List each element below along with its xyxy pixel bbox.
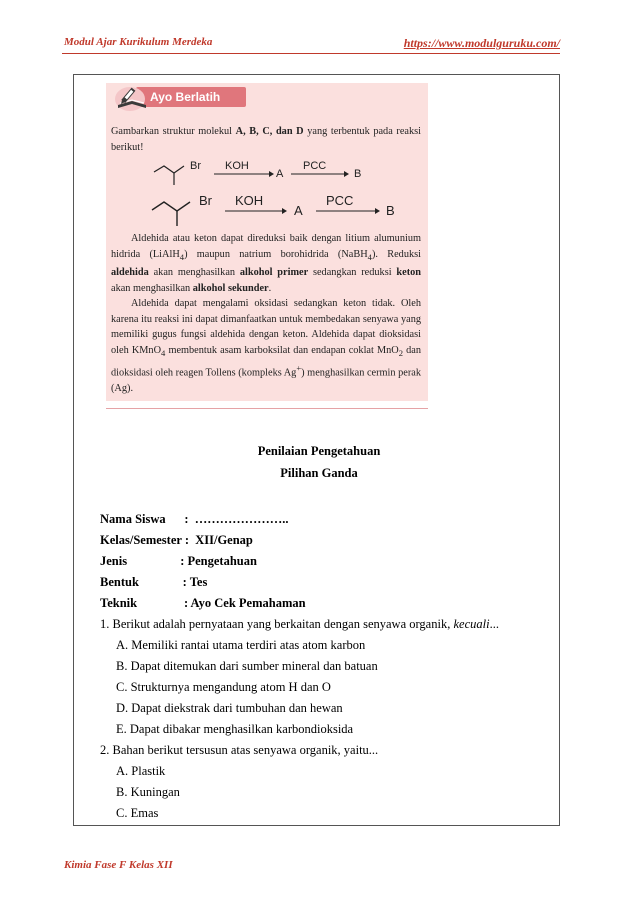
subscript: 4 bbox=[161, 347, 166, 358]
question-1-option-b: B. Dapat ditemukan dari sumber mineral dan batuan bbox=[116, 659, 378, 673]
question-text: 1. Berikut adalah pernyataan yang berkaitan dengan senyawa organik, bbox=[100, 617, 454, 631]
field-teknik: Teknik : Ayo Cek Pemahaman bbox=[100, 596, 306, 610]
field-kelas-semester: Kelas/Semester : XII/Genap bbox=[100, 533, 253, 547]
assessment-subtitle: Pilihan Ganda bbox=[280, 466, 358, 480]
question-1-option-c: C. Strukturnya mengandung atom H dan O bbox=[116, 680, 331, 694]
bold-term: keton bbox=[396, 267, 421, 279]
paragraph-oxidation bbox=[111, 296, 421, 397]
field-bentuk: Bentuk : Tes bbox=[100, 575, 208, 589]
para2-text: dan dioksidasi oleh reagen Tollens (kompleks Ag bbox=[111, 344, 421, 379]
question-2-option-c: C. Emas bbox=[116, 806, 159, 820]
bromo-alkane-structure-2 bbox=[150, 193, 202, 229]
arrow-icon bbox=[316, 207, 380, 215]
question-text: ... bbox=[489, 617, 499, 631]
field-jenis: Jenis : Pengetahuan bbox=[100, 554, 257, 568]
bold-term: alkohol primer bbox=[239, 267, 309, 279]
para2-text: Aldehida dapat mengalami oksidasi sedangkan keton tidak. Oleh karena itu reaksi ini dapat dimanfaatkan untuk membedakan senyawa yang memiliki gugus fungsi aldehida dengan keton. Aldehida dapat dioksidasi oleh KMnO bbox=[111, 298, 421, 356]
para1-text: Aldehida atau keton dapat direduksi baik dengan litium alumunium hidrida (LiAlH bbox=[111, 233, 421, 260]
footer-subject: Kimia Fase F Kelas XII bbox=[64, 859, 173, 871]
para1-text: . bbox=[268, 282, 272, 294]
subscript: 4 bbox=[367, 251, 372, 262]
bromo-alkane-structure-1 bbox=[152, 158, 192, 188]
exercise-instruction bbox=[111, 124, 421, 155]
ayo-berlatih-badge bbox=[112, 83, 246, 113]
reaction-1-br: Br bbox=[190, 160, 201, 172]
para2-text: ) menghasilkan cermin perak (Ag). bbox=[111, 367, 422, 395]
subscript: 2 bbox=[398, 347, 404, 358]
reaction-2-product-a: A bbox=[294, 203, 303, 218]
pencil-book-icon bbox=[112, 83, 152, 113]
instruction-part-2: yang terbentuk pada reaksi berikut! bbox=[111, 126, 421, 153]
bold-term: alkohol sekunder bbox=[192, 282, 269, 294]
badge-label: Ayo Berlatih bbox=[136, 87, 246, 107]
subscript: 4 bbox=[179, 251, 185, 262]
reaction-2-br: Br bbox=[199, 193, 212, 208]
question-2-option-a: A. Plastik bbox=[116, 764, 166, 778]
header-divider bbox=[62, 53, 560, 54]
para1-text: ) maupun natrium borohidrida (NaBH bbox=[184, 248, 368, 260]
reaction-1-product-b: B bbox=[354, 168, 362, 180]
question-1-stem bbox=[100, 616, 499, 632]
question-1-option-d: D. Dapat diekstrak dari tumbuhan dan hewan bbox=[116, 701, 343, 715]
para1-text: akan menghasilkan bbox=[111, 282, 193, 294]
para1-text: ). Reduksi bbox=[371, 248, 421, 260]
question-2-option-b: B. Kuningan bbox=[116, 785, 180, 799]
reaction-1-reagent-pcc: PCC bbox=[303, 160, 327, 172]
box-divider bbox=[106, 408, 428, 409]
para2-text: membentuk asam karboksilat dan endapan coklat MnO bbox=[165, 344, 399, 356]
para1-text: akan menghasilkan bbox=[148, 267, 240, 279]
header-module-title: Modul Ajar Kurikulum Merdeka bbox=[64, 36, 213, 48]
question-2-stem: 2. Bahan berikut tersusun atas senyawa organik, yaitu... bbox=[100, 743, 379, 757]
arrow-icon bbox=[291, 170, 349, 178]
arrow-icon bbox=[225, 207, 287, 215]
instruction-part-1: Gambarkan struktur molekul bbox=[111, 126, 236, 137]
arrow-icon bbox=[214, 170, 274, 178]
question-1-option-e: E. Dapat dibakar menghasilkan karbondioksida bbox=[116, 722, 354, 736]
question-italic: kecuali bbox=[453, 617, 490, 631]
superscript: + bbox=[296, 363, 302, 374]
paragraph-reduction bbox=[111, 231, 421, 296]
reaction-2-reagent-koh: KOH bbox=[235, 193, 264, 208]
field-nama-siswa: Nama Siswa : ………………….. bbox=[100, 512, 289, 526]
question-1-option-a: A. Memiliki rantai utama terdiri atas atom karbon bbox=[116, 638, 366, 652]
header-website-link[interactable]: https://www.modulguruku.com/ bbox=[403, 36, 560, 50]
reaction-1-reagent-koh: KOH bbox=[225, 160, 249, 172]
para1-text: sedangkan reduksi bbox=[308, 267, 397, 279]
reaction-2-reagent-pcc: PCC bbox=[326, 193, 354, 208]
reaction-2-product-b: B bbox=[386, 203, 395, 218]
bold-term: aldehida bbox=[111, 267, 149, 279]
reaction-1-product-a: A bbox=[276, 168, 284, 180]
assessment-title: Penilaian Pengetahuan bbox=[257, 444, 381, 458]
instruction-bold: A, B, C, dan D bbox=[235, 126, 304, 137]
